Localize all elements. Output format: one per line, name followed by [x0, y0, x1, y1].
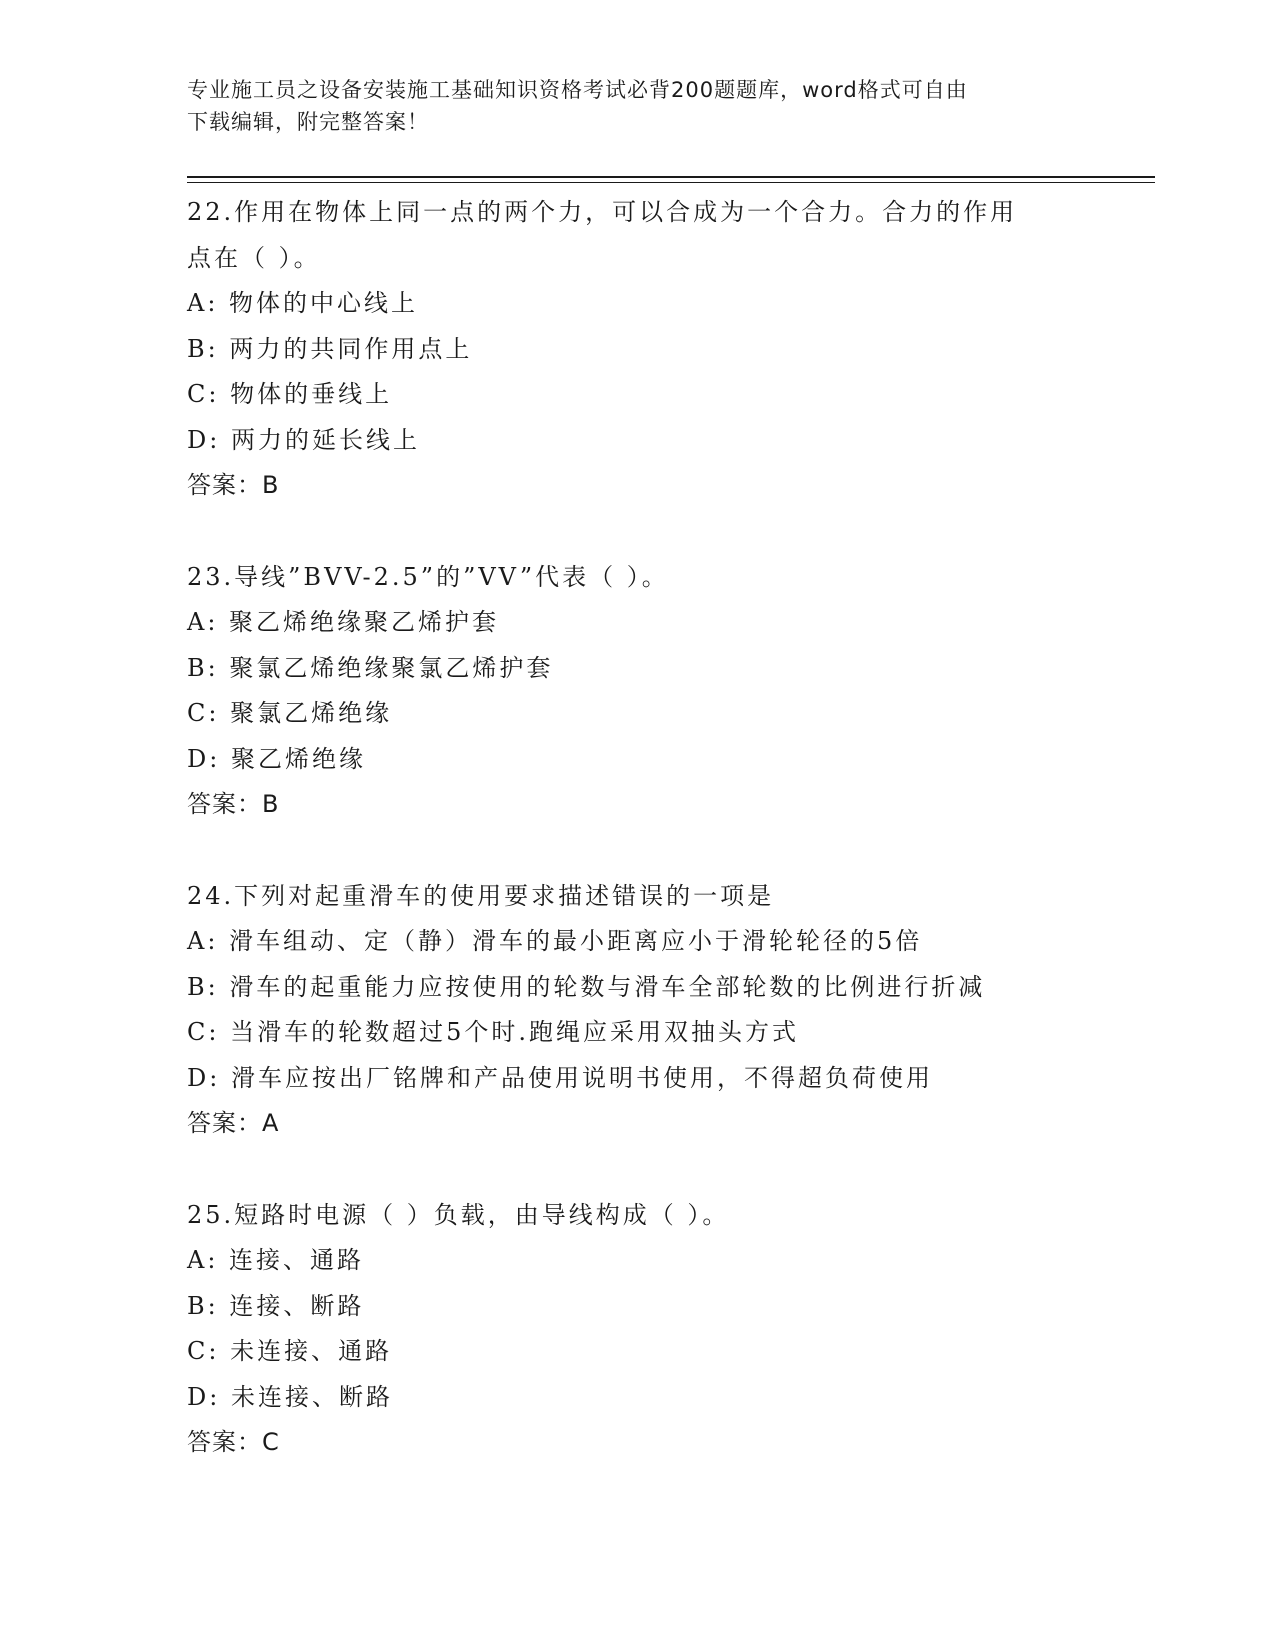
option-b: B: 聚氯乙烯绝缘聚氯乙烯护套: [187, 653, 554, 682]
header-line-1: 专业施工员之设备安装施工基础知识资格考试必背200题题库，word格式可自由: [187, 78, 968, 102]
option-a: A: 滑车组动、定（静）滑车的最小距离应小于滑轮轮径的5倍: [187, 927, 923, 955]
option-d: D: 两力的延长线上: [187, 425, 420, 454]
question-23: [187, 555, 1107, 828]
question-22: [187, 190, 1107, 509]
question-25: [187, 1193, 1107, 1466]
option-b: B: 滑车的起重能力应按使用的轮数与滑车全部轮数的比例进行折减: [187, 972, 986, 1001]
question-stem-line: 23.导线”BVV-2.5”的”VV”代表（ ）。: [187, 562, 669, 591]
option-c: C: 未连接、通路: [187, 1337, 393, 1365]
option-d: D: 聚乙烯绝缘: [187, 744, 366, 773]
question-24: [187, 874, 1107, 1147]
answer: 答案：C: [187, 1428, 280, 1456]
answer: 答案：B: [187, 790, 280, 818]
answer: 答案：A: [187, 1109, 280, 1137]
question-list: [187, 190, 1107, 1512]
option-a: A: 物体的中心线上: [187, 289, 419, 317]
answer: 答案：B: [187, 471, 280, 499]
option-a: A: 聚乙烯绝缘聚乙烯护套: [187, 608, 500, 636]
question-stem-line: 25.短路时电源（ ）负载，由导线构成（ ）。: [187, 1200, 730, 1229]
option-a: A: 连接、通路: [187, 1246, 365, 1274]
option-c: C: 物体的垂线上: [187, 380, 393, 408]
option-d: D: 未连接、断路: [187, 1382, 393, 1411]
header-divider-thick: [187, 176, 1155, 178]
option-c: C: 聚氯乙烯绝缘: [187, 699, 393, 727]
header-line-2: 下载编辑，附完整答案！: [187, 110, 429, 134]
question-stem-line: 点在（ ）。: [187, 243, 321, 272]
option-d: D: 滑车应按出厂铭牌和产品使用说明书使用，不得超负荷使用: [187, 1063, 933, 1092]
option-c: C: 当滑车的轮数超过5个时.跑绳应采用双抽头方式: [187, 1018, 799, 1046]
option-b: B: 两力的共同作用点上: [187, 334, 473, 363]
question-stem-line: 24.下列对起重滑车的使用要求描述错误的一项是: [187, 881, 775, 910]
question-stem-line: 22.作用在物体上同一点的两个力，可以合成为一个合力。合力的作用: [187, 198, 1018, 226]
option-b: B: 连接、断路: [187, 1291, 365, 1320]
document-header: [187, 74, 1087, 138]
header-divider-thin: [187, 182, 1155, 183]
